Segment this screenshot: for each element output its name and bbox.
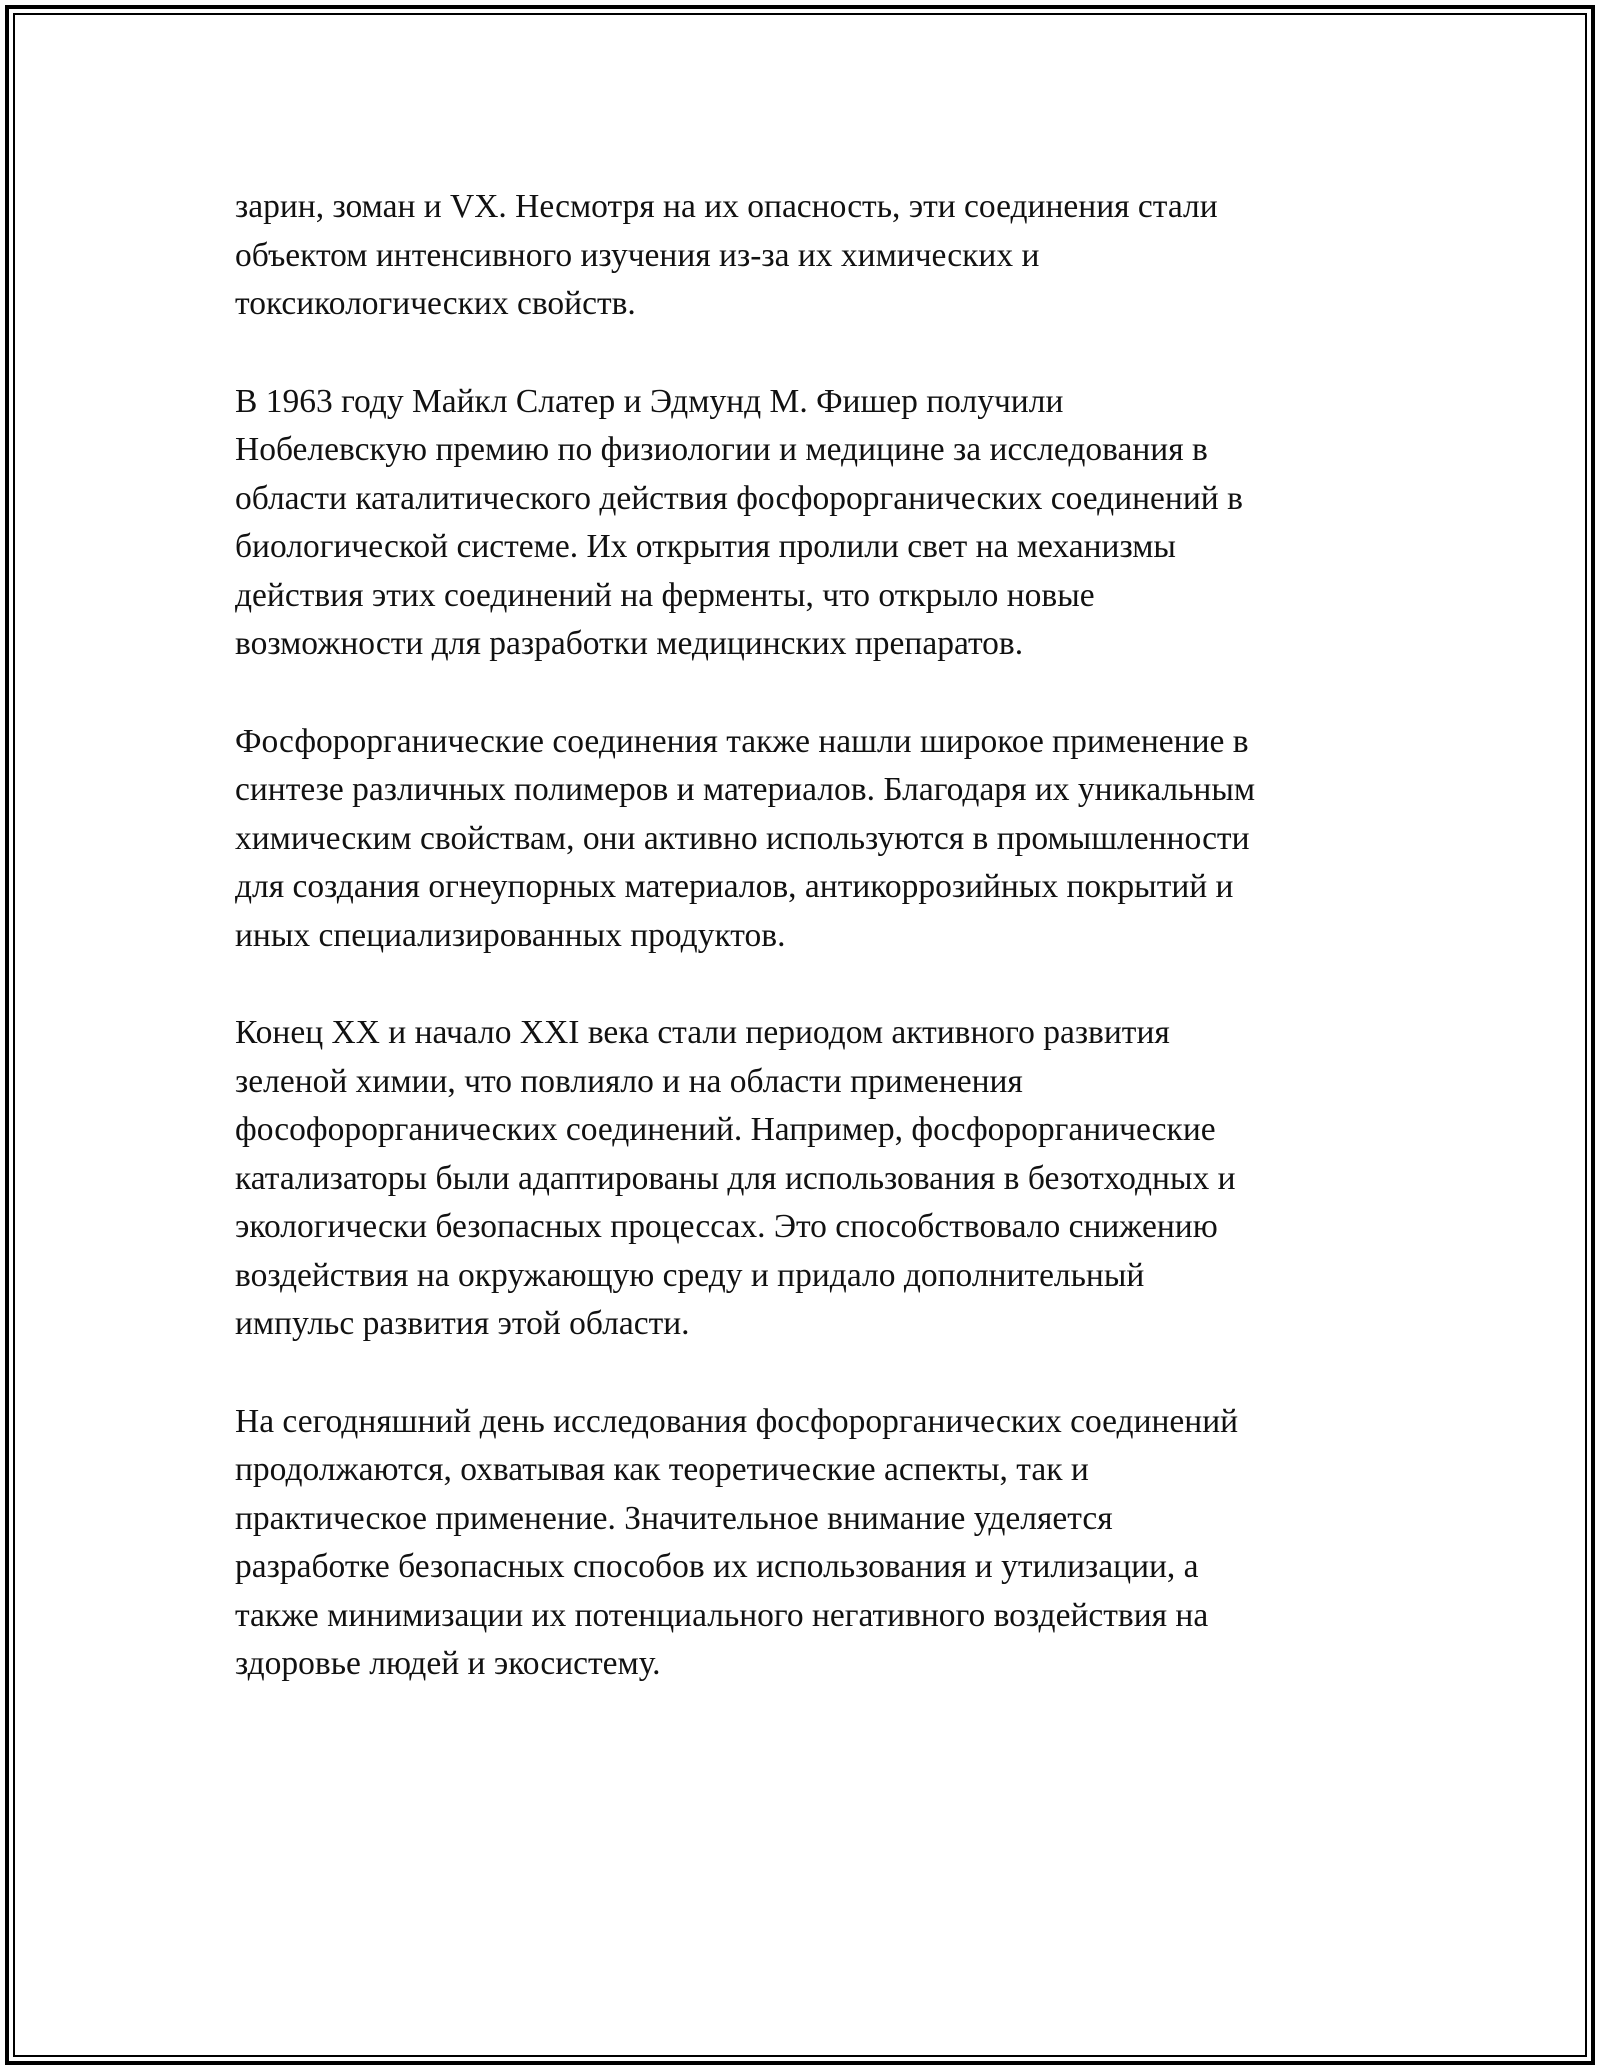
text-line: синтезе различных полимеров и материалов. Благодаря их уникальным [235, 771, 1256, 808]
document-body [235, 183, 1365, 1738]
paragraph-5 [235, 1398, 1365, 1689]
text-line: возможности для разработки медицинских препаратов. [235, 625, 1024, 662]
text-line: биологической системе. Их открытия пролили свет на механизмы [235, 528, 1176, 565]
text-line: В 1963 году Майкл Слатер и Эдмунд М. Фишер получили [235, 382, 1064, 420]
text-line: экологически безопасных процессах. Это способствовало снижению [235, 1208, 1218, 1245]
text-line: иных специализированных продуктов. [235, 916, 786, 954]
text-line: зарин, зоман и VX. Несмотря на их опасность, эти соединения стали [235, 188, 1218, 225]
text-line: действия этих соединений на ферменты, что открыло новые [235, 576, 1095, 614]
text-line: воздействия на окружающую среду и придало дополнительный [235, 1256, 1145, 1294]
text-line: фософорорганических соединений. Например, фосфорорганические [235, 1111, 1216, 1148]
text-line: продолжаются, охватывая как теоретические аспекты, так и [235, 1451, 1089, 1488]
text-line: Конец XX и начало XXI века стали периодом активного развития [235, 1014, 1170, 1051]
text-line: зеленой химии, что повлияло и на области применения [235, 1062, 1023, 1100]
text-line: области каталитического действия фосфорорганических соединений в [235, 479, 1243, 517]
text-line: для создания огнеупорных материалов, антикоррозийных покрытий и [235, 868, 1234, 905]
text-line: объектом интенсивного изучения из-за их химических и [235, 236, 1040, 274]
text-line: практическое применение. Значительное внимание уделяется [235, 1499, 1113, 1537]
paragraph-2 [235, 378, 1365, 669]
text-line: импульс развития этой области. [235, 1305, 690, 1342]
paragraph-1 [235, 183, 1365, 329]
text-line: токсикологических свойств. [235, 285, 636, 322]
text-line: На сегодняшний день исследования фосфорорганических соединений [235, 1402, 1239, 1440]
text-line: химическим свойствам, они активно используются в промышленности [235, 819, 1250, 857]
text-line: разработке безопасных способов их использования и утилизации, а [235, 1548, 1199, 1585]
text-line: здоровье людей и экосистему. [235, 1645, 661, 1682]
text-line: Фосфорорганические соединения также нашли широкое применение в [235, 722, 1249, 760]
paragraph-3 [235, 718, 1365, 961]
text-line: катализаторы были адаптированы для использования в безотходных и [235, 1159, 1236, 1197]
text-line: также минимизации их потенциального негативного воздействия на [235, 1596, 1209, 1634]
paragraph-4 [235, 1009, 1365, 1349]
text-line: Нобелевскую премию по физиологии и медицине за исследования в [235, 431, 1208, 468]
